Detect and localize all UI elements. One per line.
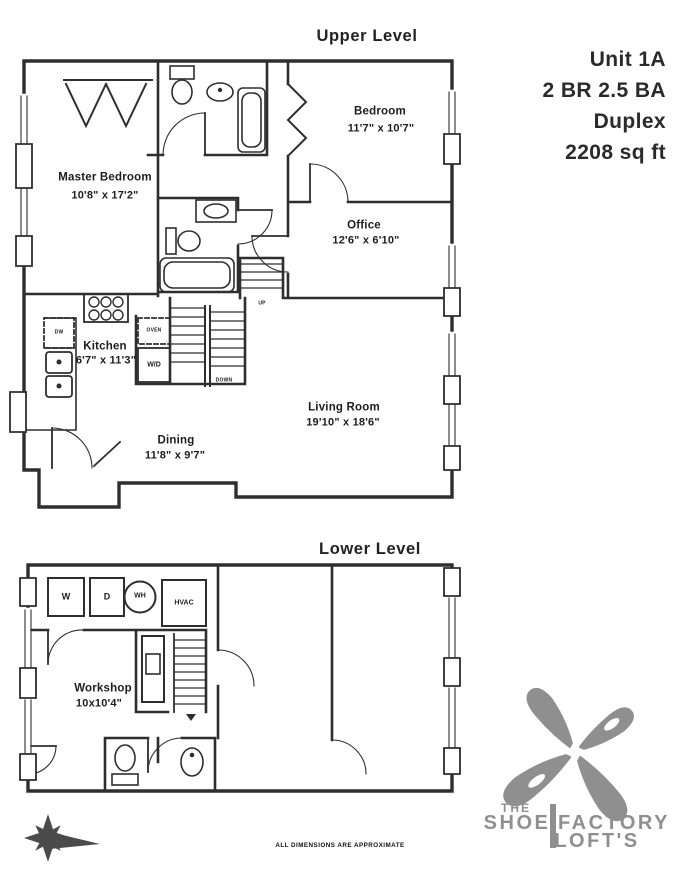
bathroom-top-fixtures	[170, 66, 265, 152]
dryer-label: D	[103, 591, 111, 602]
room-dims-office: 12'6" x 6'10"	[332, 234, 400, 247]
room-dims-dining: 11'8" x 9'7"	[144, 449, 206, 462]
stairs-down-label: DOWN	[215, 377, 233, 384]
oven-label: OVEN	[146, 327, 162, 334]
room-label-kitchen: Kitchen	[83, 340, 127, 353]
door-leaves	[52, 113, 310, 468]
stairs-up-label: UP	[258, 300, 266, 307]
stairs-down	[170, 306, 245, 386]
room-label-living-room: Living Room	[308, 401, 380, 414]
door-arcs	[52, 113, 348, 468]
water-heater-label: WH	[134, 592, 146, 600]
counter-edge	[24, 318, 76, 430]
room-dims-kitchen: 6'7" x 11'3"	[75, 354, 137, 367]
sink-icon	[181, 748, 203, 776]
sink-drain-icon	[191, 754, 194, 757]
unit-area: 2208 sq ft	[565, 141, 666, 164]
room-dims-living-room: 19'10" x 18'6"	[306, 416, 380, 429]
logo-factory: FACTORY	[558, 812, 670, 834]
lower-level-plan	[20, 565, 460, 791]
dishwasher-label: DW	[54, 329, 64, 336]
room-dims-master-bedroom: 10'8" x 17'2"	[71, 189, 139, 202]
dimensions-disclaimer: ALL DIMENSIONS ARE APPROXIMATE	[275, 841, 405, 849]
logo-the: THE	[501, 801, 531, 815]
stair-treads	[170, 308, 245, 366]
sink-drain-icon	[57, 360, 60, 363]
unit-name: Unit 1A	[589, 48, 666, 71]
window-piers	[20, 568, 460, 780]
room-label-workshop: Workshop	[74, 682, 132, 695]
unit-info	[543, 44, 666, 168]
room-label-dining: Dining	[157, 434, 195, 447]
upper-level-title: Upper Level	[316, 26, 418, 45]
window-piers	[10, 134, 460, 470]
logo-lofts: LOFT'S	[554, 830, 640, 852]
workbench-stool	[146, 654, 160, 674]
sink-drain-icon	[219, 89, 222, 92]
room-dims-workshop: 10x10'4"	[75, 697, 123, 710]
washer-dryer-label: W/D	[147, 361, 161, 369]
toilet-icon	[170, 66, 194, 79]
unit-config: 2 BR 2.5 BA	[542, 79, 666, 102]
toilet-bowl-icon	[172, 80, 192, 104]
toilet-bowl-icon	[115, 745, 135, 771]
bathtub-icon	[160, 258, 234, 292]
lower-outer-walls	[28, 565, 452, 791]
window-glass-lines	[25, 598, 455, 754]
lower-level-title: Lower Level	[319, 539, 421, 558]
bathroom-mid-fixtures	[160, 200, 236, 292]
sink-icon	[204, 204, 228, 218]
room-label-master-bedroom: Master Bedroom	[58, 171, 152, 184]
hvac-label: HVAC	[174, 599, 194, 607]
room-label-office: Office	[347, 219, 381, 232]
compass-icon	[23, 813, 100, 864]
stairs-up-treads	[240, 264, 283, 288]
room-dims-bedroom: 11'7" x 10'7"	[347, 122, 415, 135]
stair-arrow	[186, 714, 196, 721]
burner-icons	[89, 297, 123, 320]
toilet-bowl-icon	[178, 231, 200, 251]
washer-label: W	[61, 591, 71, 602]
sink-drain-icon	[57, 384, 60, 387]
stairs-lower	[174, 634, 206, 721]
room-label-bedroom: Bedroom	[354, 105, 406, 118]
windows-lower	[20, 568, 460, 780]
stair-treads	[174, 640, 206, 704]
stair-center-wall	[205, 306, 210, 386]
bathtub-basin-icon	[242, 93, 261, 147]
toilet-icon	[112, 774, 138, 785]
bathtub-basin-icon	[164, 262, 230, 288]
logo-shoe: SHOE	[483, 812, 551, 834]
unit-type: Duplex	[593, 110, 666, 133]
toilet-icon	[166, 228, 176, 254]
windows-upper	[10, 92, 460, 470]
